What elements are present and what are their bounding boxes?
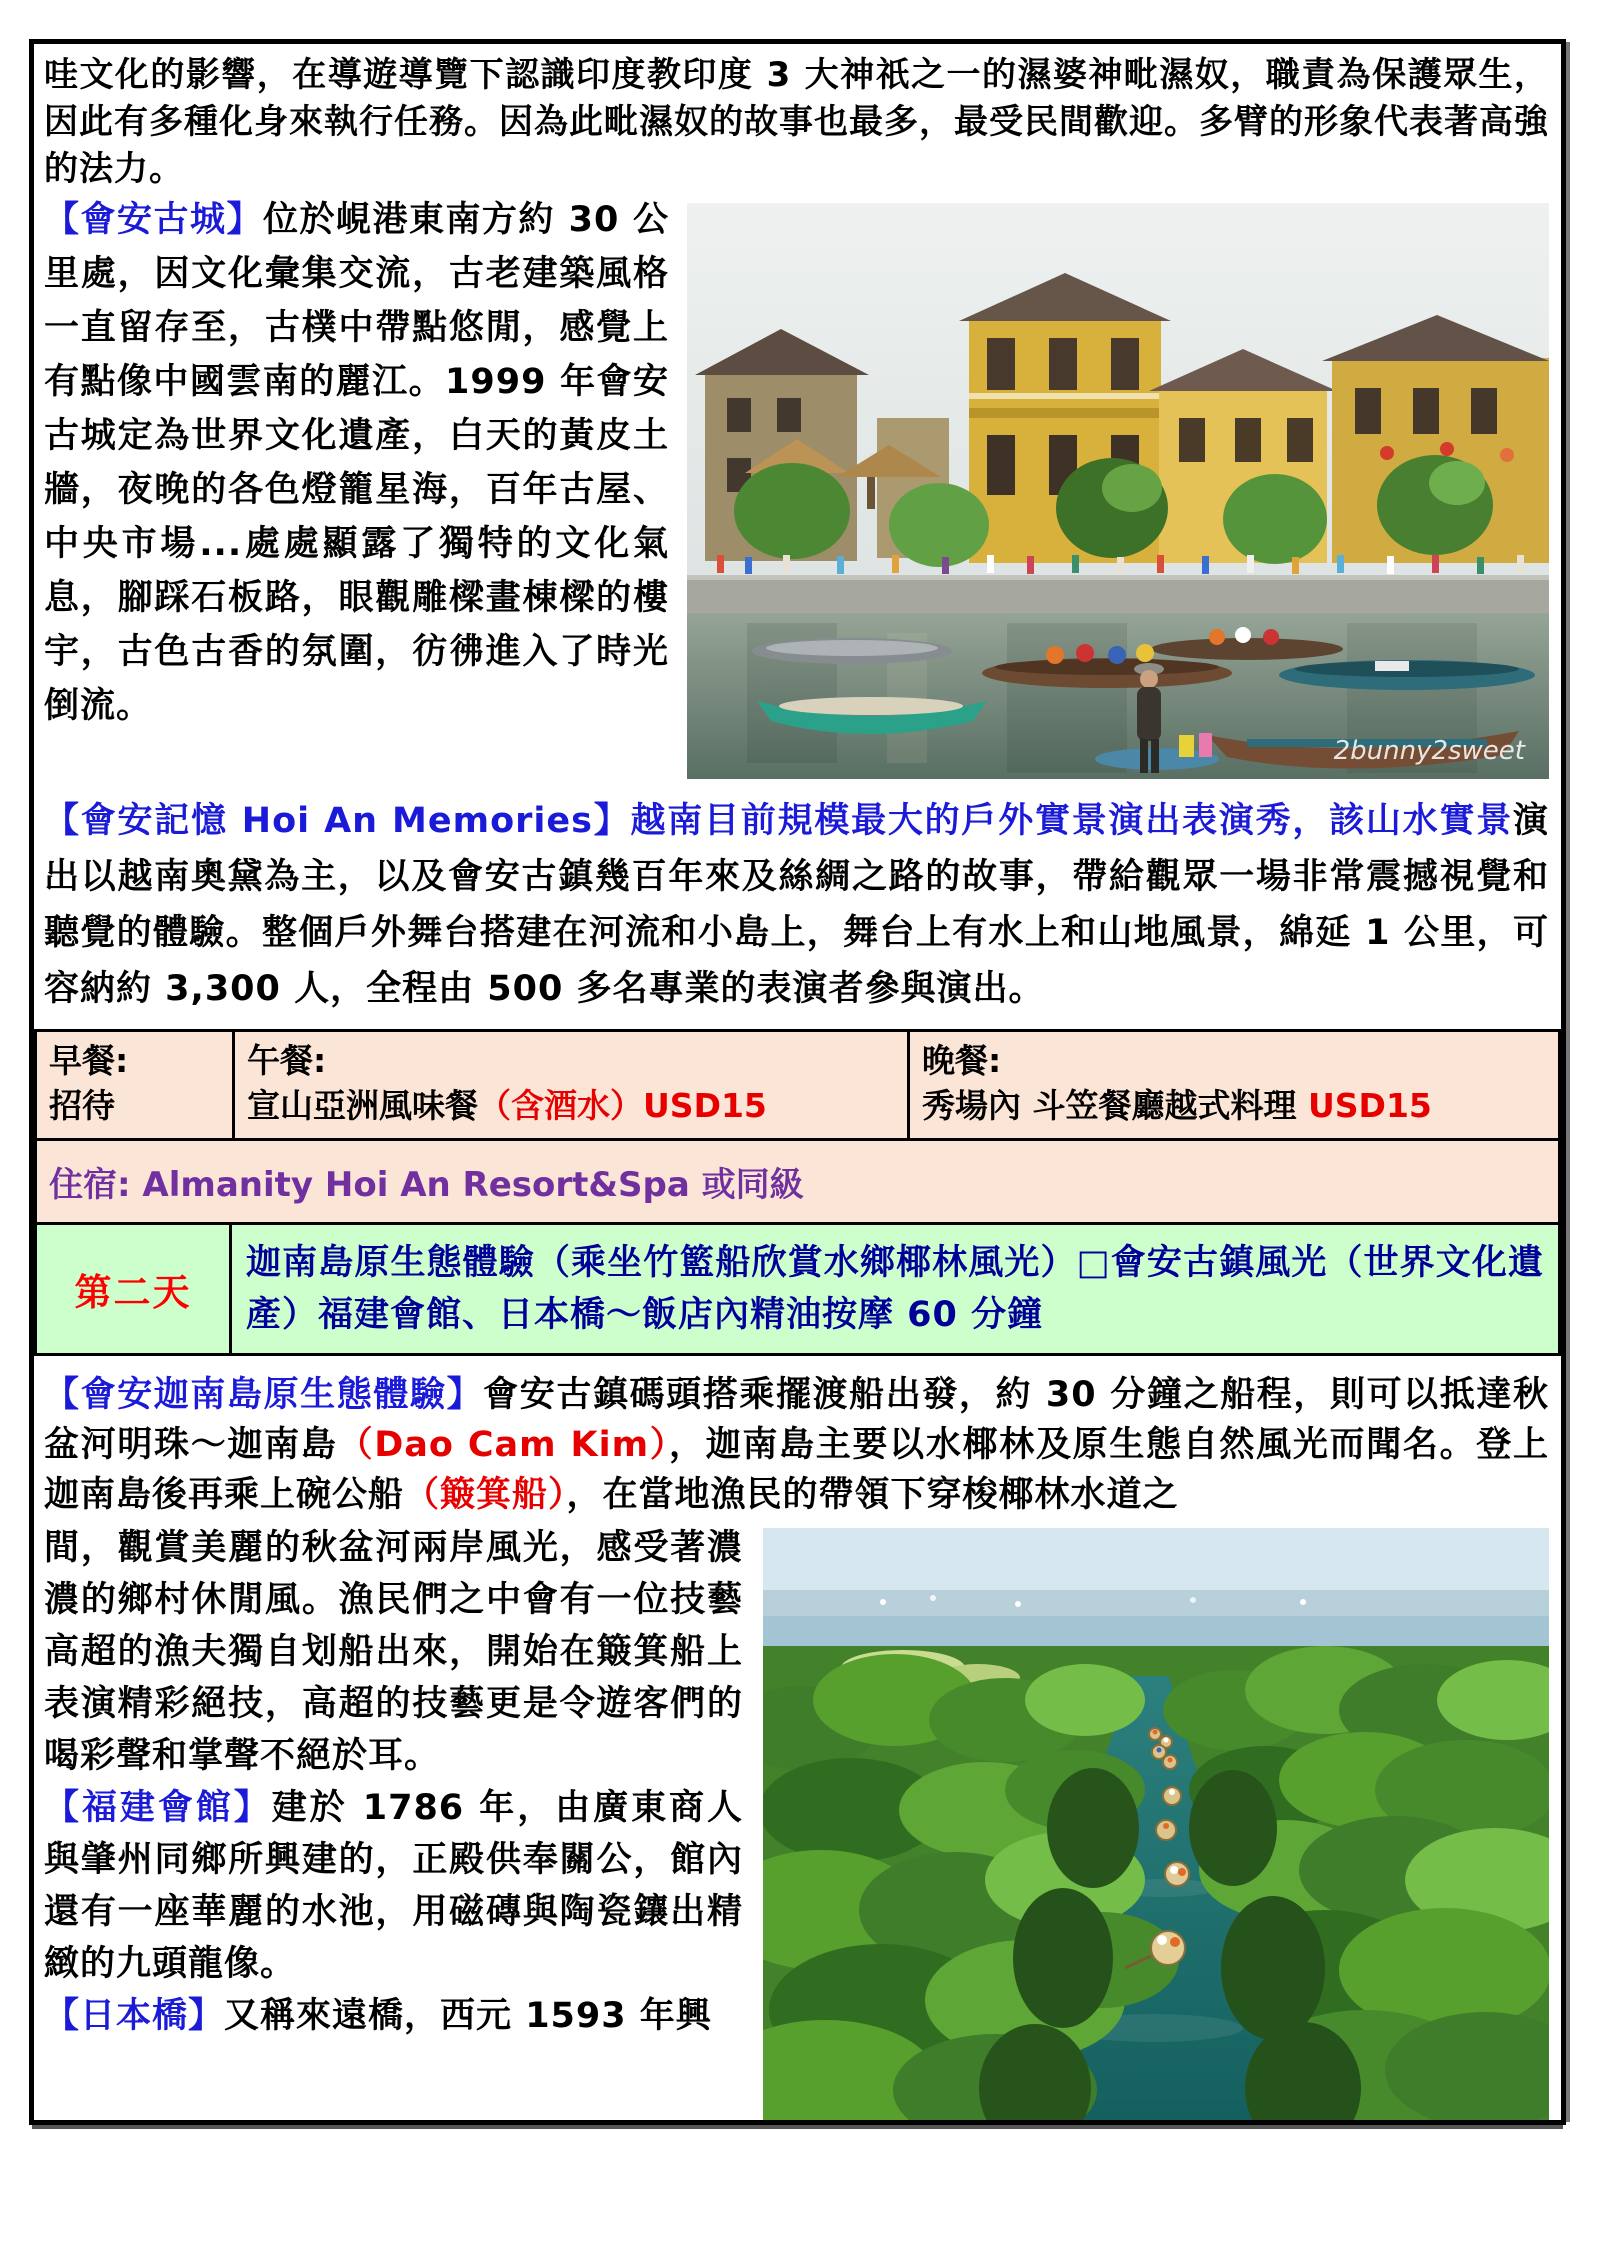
cam-kim-seg4: 間，觀賞美麗的秋盆河兩岸風光，感受著濃濃的鄉村休閒風。漁民們之中會有一位技藝高超的漁夫獨自划船出來，開始在簸箕船上表演精彩絕技，高超的技藝更是令遊客們的喝彩聲和掌聲不絕於耳。 (44, 1528, 743, 1776)
cam-kim-red2: （簸箕船） (404, 1475, 567, 1515)
lunch-value: 宣山亞洲風味餐 (247, 1086, 478, 1125)
meals-row (34, 1029, 1561, 1138)
lunch-label: 午餐: (247, 1041, 327, 1080)
cam-kim-seg1: 會安古鎮碼頭搭乘擺渡船出發，約 30 分鐘之船程，則可以抵達秋盆河明珠～迦南島 (44, 1375, 1549, 1465)
fujian-title: 【福建會館】 (44, 1788, 272, 1828)
hoi-an-body: 位於峴港東南方約 30 公里處，因文化彙集交流，古老建築風格一直留存至，古樸中帶點悠閒，感覺上有點像中國雲南的麗江。1999 年會安古城定為世界文化遺產，白天的黃皮土牆，夜晚的各色燈籠星海，百年古屋、中央市場...處處顯露了獨特的文化氣息，腳踩石板路，眼觀雕樑畫棟樑的樓宇，古色古香的氛圍，彷彿進入了時光倒流。 (44, 200, 669, 726)
japan-bridge-title: 【日本橋】 (44, 1996, 225, 2036)
memories-title: 【會安記憶 Hoi An Memories】越南目前規模最大的戶外實景演出表演秀，該山水實景 (44, 801, 1513, 841)
coconut-river-photo-illustration (763, 1528, 1549, 2120)
hotel-text: 住宿: Almanity Hoi An Resort&Spa 或同級 (49, 1165, 804, 1205)
day2-itinerary: 迦南島原生態體驗（乘坐竹籃船欣賞水鄉椰林風光）□會安古鎮風光（世界文化遺產）福建會館、日本橋～飯店內精油按摩 60 分鐘 (246, 1243, 1544, 1335)
cam-kim-red1: （Dao Cam Kim） (337, 1425, 669, 1465)
fujian-body: 建於 1786 年，由廣東商人與肇州同鄉所興建的，正殿供奉關公，館內還有一座華麗的水池，用磁磚與陶瓷鑲出精緻的九頭龍像。 (44, 1788, 743, 1984)
hotel-row (34, 1138, 1561, 1222)
hoi-an-photo (687, 203, 1549, 779)
breakfast-label: 早餐: (49, 1041, 129, 1080)
dinner-label: 晚餐: (922, 1041, 1002, 1080)
cam-kim-section (34, 1522, 1561, 2120)
breakfast-cell (37, 1032, 232, 1138)
page-frame (29, 39, 1566, 2125)
memories-body: 演出以越南奧黛為主，以及會安古鎮幾百年來及絲綢之路的故事，帶給觀眾一場非常震撼視覺和聽覺的體驗。整個戶外舞台搭建在河流和小島上，舞台上有水上和山地風景，綿延 1 公里，可容納約 3,300 人，全程由 500 多名專業的表演者參與演出。 (44, 801, 1549, 1009)
photo-watermark-glyph: 2bunny2sweet (1333, 736, 1525, 766)
dinner-value: 秀場內 斗笠餐廳越式料理 (922, 1086, 1308, 1125)
memories-paragraph (34, 793, 1561, 1017)
lunch-note: （含酒水）USD15 (478, 1086, 767, 1125)
day2-row (34, 1222, 1561, 1356)
coconut-river-photo (763, 1528, 1549, 2120)
intro-paragraph (34, 52, 1561, 193)
day2-label: 第二天 (37, 1225, 232, 1353)
hoi-an-photo-illustration (687, 203, 1549, 779)
cam-kim-paragraph (34, 1370, 1561, 1520)
japan-bridge-body: 又稱來遠橋，西元 1593 年興 (224, 1996, 712, 2036)
cam-kim-seg3: ，在當地漁民的帶領下穿梭椰林水道之 (566, 1475, 1179, 1515)
hoi-an-section (34, 193, 1561, 783)
cam-kim-seg2: ，迦南島主要以水椰林及原生態自然風光而聞名。登上迦南島後再乘上碗公船 (44, 1425, 1549, 1515)
lunch-cell (232, 1032, 907, 1138)
hoi-an-title: 【會安古城】 (44, 200, 263, 240)
breakfast-value: 招待 (49, 1086, 115, 1125)
dinner-note: USD15 (1307, 1086, 1432, 1125)
intro-text: 哇文化的影響，在導遊導覽下認識印度教印度 3 大神祇之一的濕婆神毗濕奴，職責為保護眾生，因此有多種化身來執行任務。因為此毗濕奴的故事也最多，最受民間歡迎。多臂的形象代表著高強的法力。 (44, 55, 1549, 189)
cam-kim-title: 【會安迦南島原生態體驗】 (44, 1375, 484, 1415)
dinner-cell (907, 1032, 1558, 1138)
